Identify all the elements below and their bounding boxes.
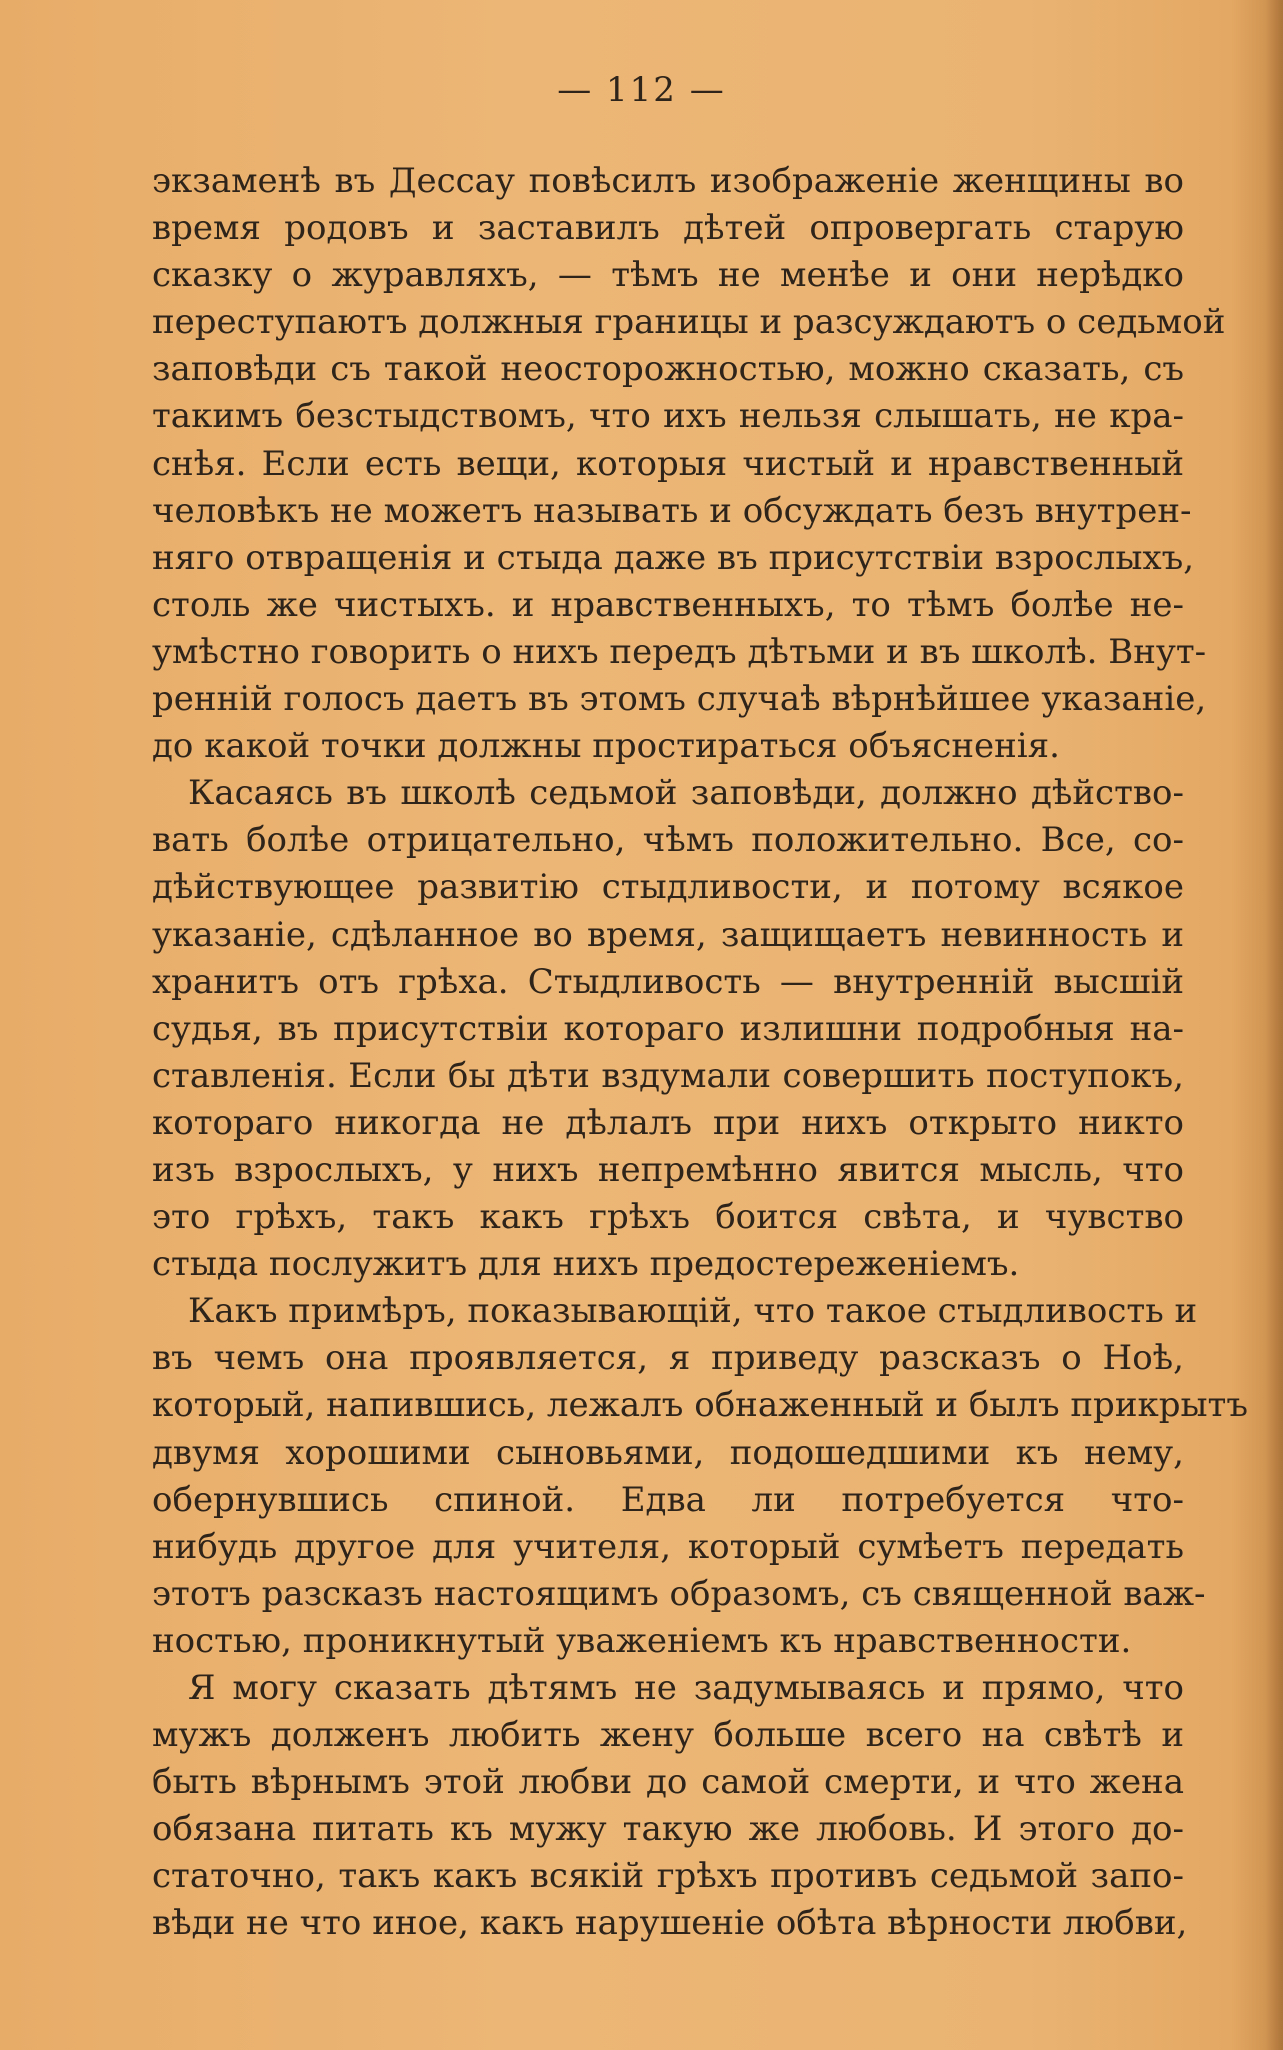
text-line: быть вѣрнымъ этой любви до самой смерти, и что жена xyxy=(152,1762,1184,1803)
text-line: переступаютъ должныя границы и разсуждаютъ о седьмой xyxy=(152,302,1226,343)
text-line: ренній голосъ даетъ въ этомъ случаѣ вѣрнѣйшее указаніе, xyxy=(152,679,1207,720)
text-line: котораго никогда не дѣлалъ при нихъ открыто никто xyxy=(152,1102,1184,1143)
text-line: такимъ безстыдствомъ, что ихъ нельзя слышать, не кра- xyxy=(152,396,1184,437)
text-line: столь же чистыхъ. и нравственныхъ, то тѣмъ болѣе не- xyxy=(152,584,1184,625)
text-line: который, напившись, лежалъ обнаженный и былъ прикрытъ xyxy=(152,1385,1249,1426)
text-line: дѣйствующее развитію стыдливости, и потому всякое xyxy=(152,867,1184,908)
text-line: вѣди не что иное, какъ нарушеніе обѣта вѣрности любви, xyxy=(152,1903,1188,1944)
text-line: статочно, такъ какъ всякій грѣхъ противъ седьмой запо- xyxy=(152,1856,1184,1897)
text-line: изъ взрослыхъ, у нихъ непремѣнно явится мысль, что xyxy=(152,1149,1184,1190)
text-line: обернувшись спиной. Едва ли потребуется что- xyxy=(152,1479,1184,1520)
text-line: сказку о журавляхъ, — тѣмъ не менѣе и они нерѣдко xyxy=(152,255,1184,296)
text-line: обязана питать къ мужу такую же любовь. И этого до- xyxy=(152,1809,1184,1850)
text-line: до какой точки должны простираться объясненія. xyxy=(152,726,1060,767)
text-line: въ чемъ она проявляется, я приведу разсказъ о Ноѣ, xyxy=(152,1338,1184,1379)
text-line: это грѣхъ, такъ какъ грѣхъ боится свѣта, и чувство xyxy=(152,1197,1184,1238)
text-line: мужъ долженъ любить жену больше всего на свѣтѣ и xyxy=(152,1715,1184,1756)
text-line: ностью, проникнутый уваженіемъ къ нравственности. xyxy=(152,1620,1132,1661)
text-line: Я могу сказать дѣтямъ не задумываясь и прямо, что xyxy=(188,1668,1184,1708)
text-line: человѣкъ не можетъ называть и обсуждать безъ внутрен- xyxy=(152,490,1192,531)
page-number: — 112 — xyxy=(557,70,726,110)
text-line: экзаменѣ въ Дессау повѣсилъ изображеніе женщины во xyxy=(152,161,1184,201)
text-line: Касаясь въ школѣ седьмой заповѣди, должно дѣйство- xyxy=(188,773,1184,814)
text-line: стыда послужитъ для нихъ предостереженіемъ. xyxy=(152,1244,1020,1285)
text-line: няго отвращенія и стыда даже въ присутствіи взрослыхъ, xyxy=(152,537,1195,578)
text-line: хранитъ отъ грѣха. Стыдливость — внутренній высшій xyxy=(152,961,1184,1002)
text-line: заповѣди съ такой неосторожностью, можно сказать, съ xyxy=(152,349,1184,390)
text-line: указаніе, сдѣланное во время, защищаетъ невинность и xyxy=(152,914,1184,955)
text-line: судья, въ присутствіи котораго излишни подробныя на- xyxy=(152,1008,1184,1049)
text-line: этотъ разсказъ настоящимъ образомъ, съ священной важ- xyxy=(152,1573,1206,1614)
text-line: вать болѣе отрицательно, чѣмъ положительно. Все, со- xyxy=(152,820,1184,861)
text-line: умѣстно говорить о нихъ передъ дѣтьми и въ школѣ. Внут- xyxy=(152,631,1207,672)
text-line: ставленія. Если бы дѣти вздумали совершить поступокъ, xyxy=(152,1055,1184,1096)
page-edge-shadow xyxy=(1265,0,1283,2050)
text-line: снѣя. Если есть вещи, которыя чистый и нравственный xyxy=(152,443,1184,484)
text-line: двумя хорошими сыновьями, подошедшими къ нему, xyxy=(152,1432,1184,1473)
text-line: нибудь другое для учителя, который сумѣетъ передать xyxy=(152,1526,1184,1567)
body-text xyxy=(152,158,1249,1948)
text-line: время родовъ и заставилъ дѣтей опровергать старую xyxy=(152,208,1184,249)
text-line: Какъ примѣръ, показывающій, что такое стыдливость и xyxy=(188,1291,1198,1332)
